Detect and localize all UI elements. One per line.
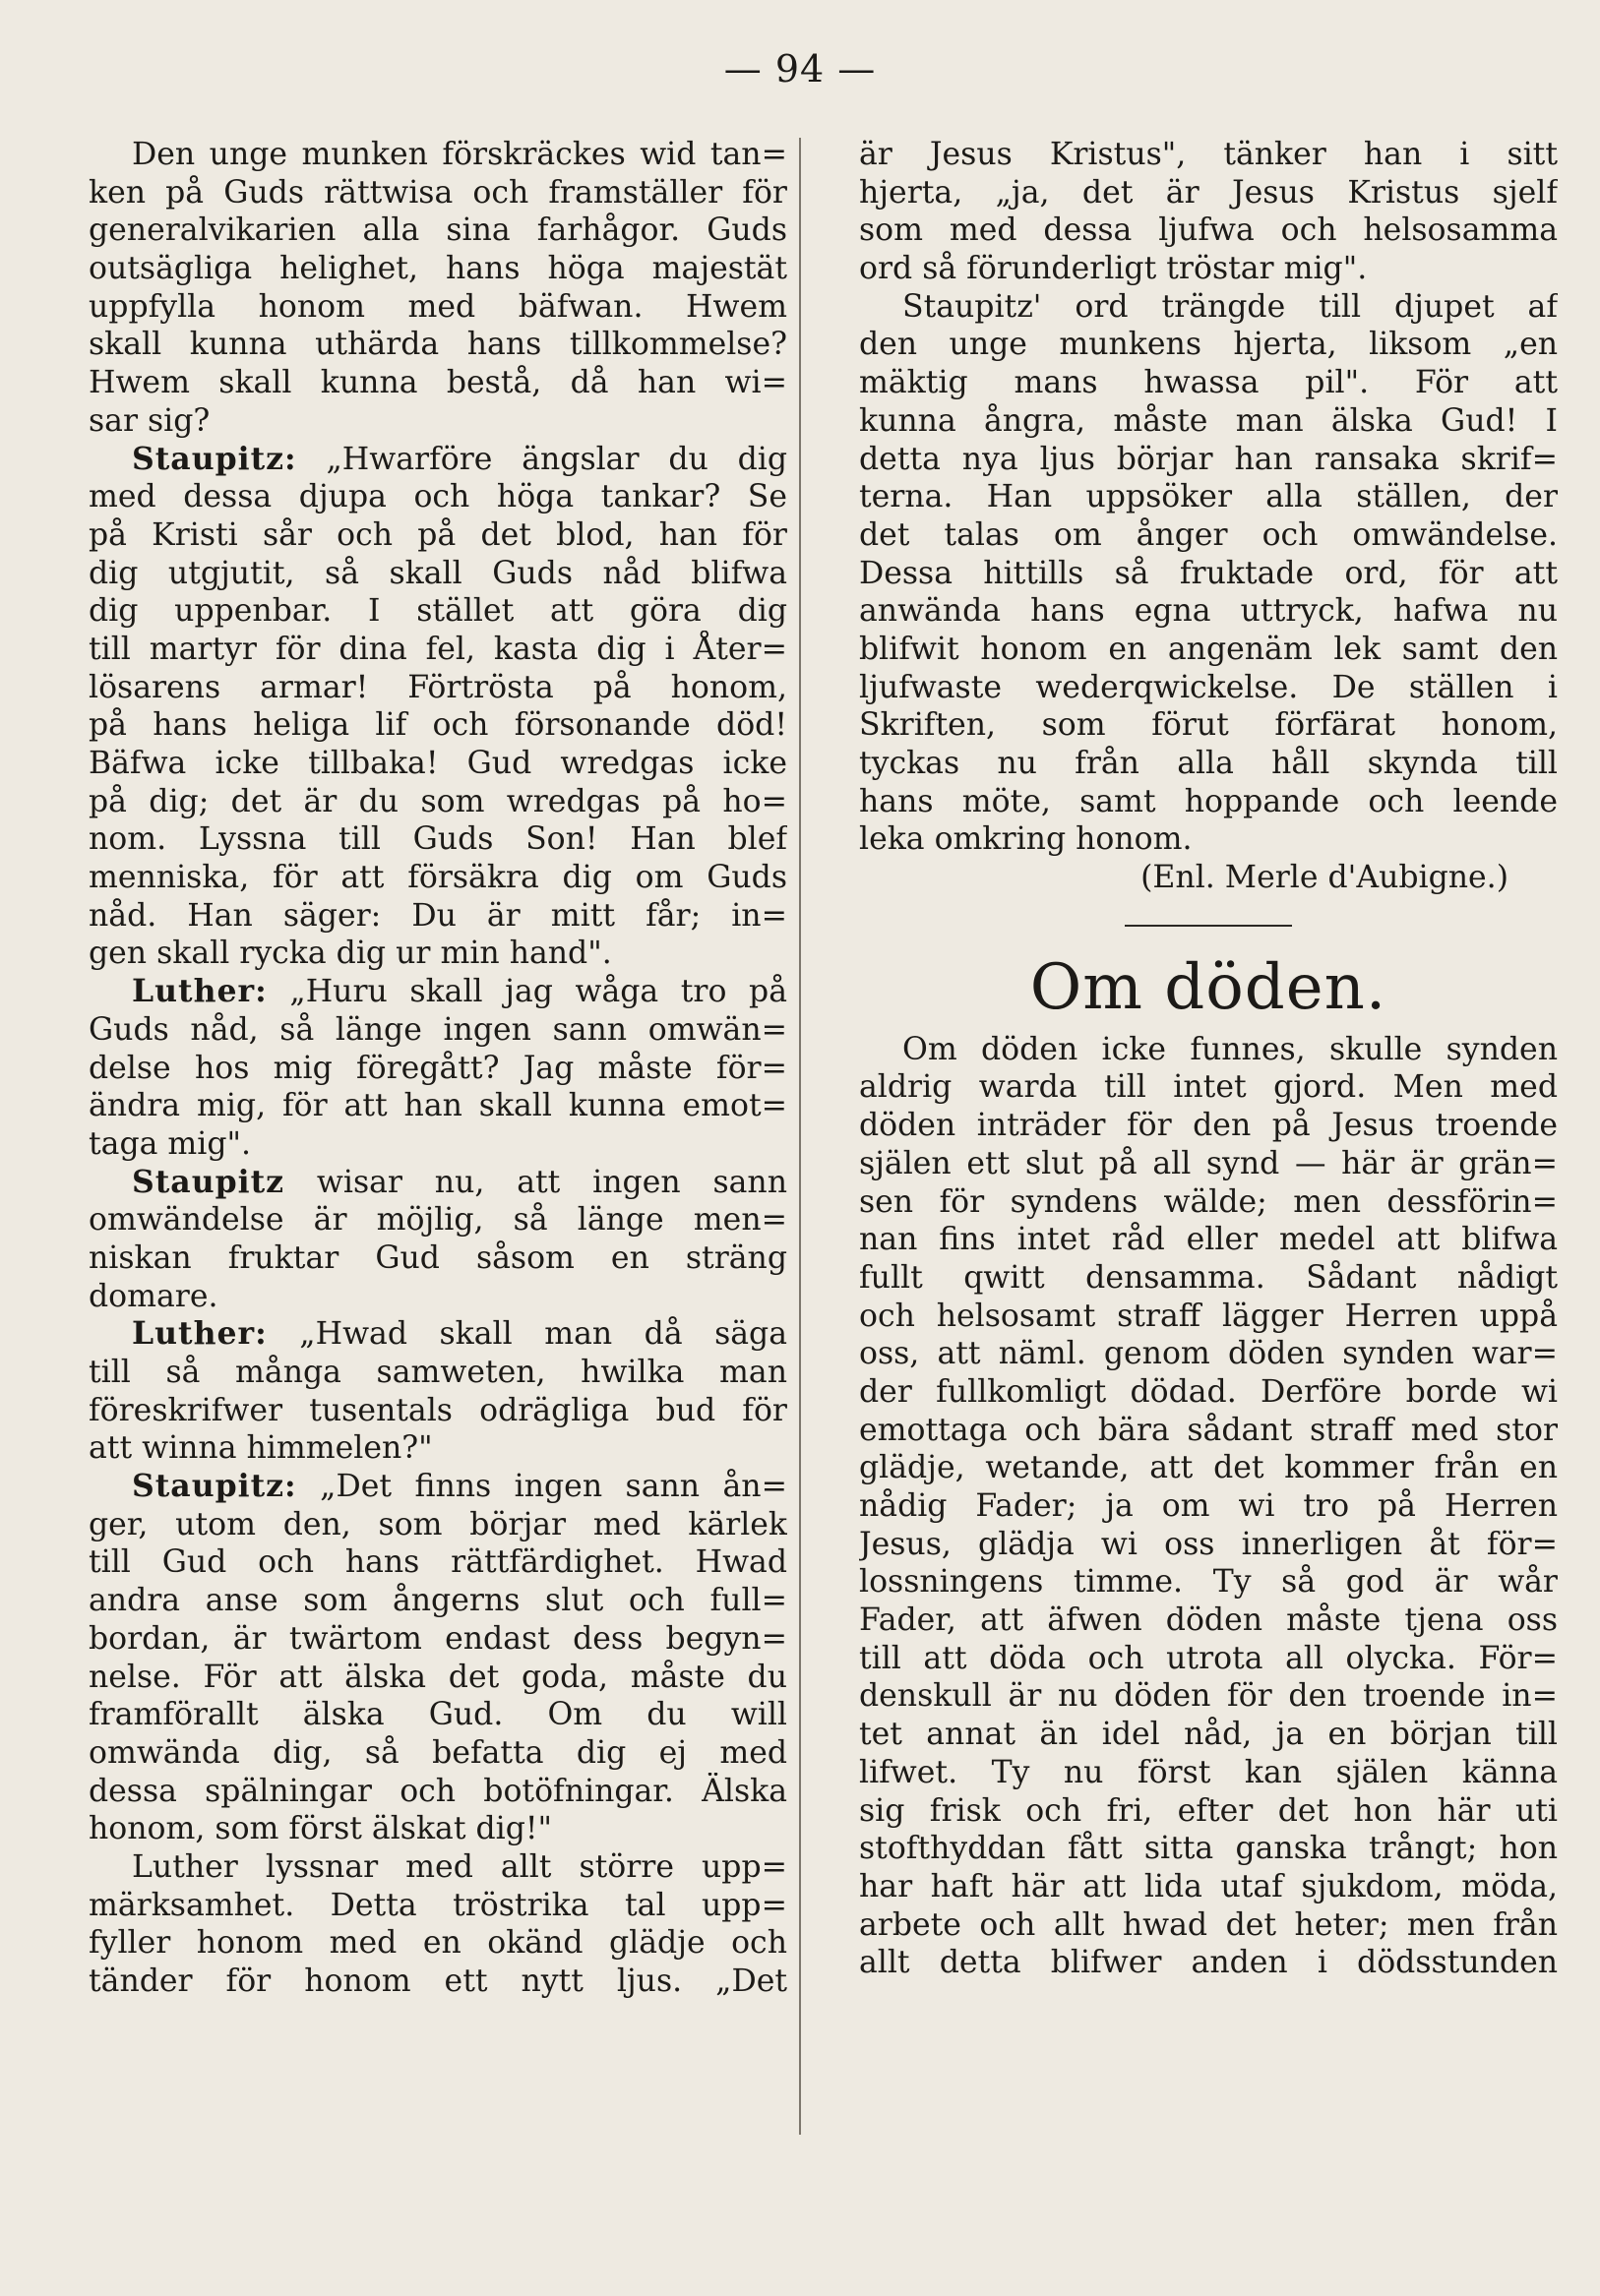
line-text: Dessa hittills så fruktade ord, för att — [859, 555, 1558, 591]
right-column-bottom-text — [859, 1031, 1558, 1982]
text-line — [859, 820, 1558, 859]
line-text: dessa spälningar och botöfningar. Älska — [89, 1773, 787, 1809]
line-text: Jesus, glädja wi oss innerligen åt för= — [859, 1526, 1558, 1562]
text-line — [859, 706, 1558, 745]
line-text: lösarens armar! Förtrösta på honom, — [89, 669, 787, 705]
line-text: med dessa djupa och höga tankar? Se — [89, 479, 787, 515]
text-line — [89, 897, 787, 936]
line-text: till så många samweten, hwilka man — [89, 1355, 787, 1390]
text-line — [859, 1677, 1558, 1716]
line-text: aldrig warda till intet gjord. Men med — [859, 1069, 1558, 1106]
line-text: niskan fruktar Gud såsom en sträng — [89, 1239, 787, 1276]
text-line — [859, 441, 1558, 479]
text-line — [859, 1868, 1558, 1906]
text-line — [89, 516, 787, 555]
line-text: andra anse som ångerns slut och full= — [89, 1583, 787, 1619]
line-text: generalvikarien alla sina farhågor. Guds — [89, 212, 787, 249]
line-text: Guds nåd, så länge ingen sann omwän= — [89, 1011, 787, 1048]
line-text: detta nya ljus börjar han ransaka skrif= — [859, 441, 1558, 477]
text-line — [859, 1563, 1558, 1601]
text-line — [89, 288, 787, 327]
line-text: nan fins intet råd eller medel att blifwa — [859, 1222, 1558, 1258]
text-line — [859, 555, 1558, 593]
text-line — [89, 211, 787, 250]
text-line — [89, 820, 787, 859]
line-text: det talas om ånger och omwändelse. — [859, 516, 1558, 553]
text-line — [859, 136, 1558, 174]
line-text: fyller honom med en okänd glädje och — [89, 1925, 787, 1962]
line-text: till Gud och hans rättfärdighet. Hwad — [89, 1544, 787, 1581]
line-text: tyckas nu från alla håll skynda till — [859, 746, 1558, 781]
text-line — [859, 402, 1558, 441]
line-text: bordan, är twärtom endast dess begyn= — [89, 1620, 787, 1657]
line-text: ken på Guds rättwisa och framställer för — [89, 174, 787, 211]
line-text: att winna himmelen?" — [89, 1430, 433, 1467]
line-text: Den unge munken förskräckes wid tan= — [132, 137, 787, 172]
line-text: delse hos mig föregått? Jag måste för= — [89, 1050, 787, 1086]
text-line — [89, 1506, 787, 1544]
text-line — [859, 1031, 1558, 1069]
line-text: nådig Fader; ja om wi tro på Herren — [859, 1488, 1558, 1524]
text-line — [859, 1221, 1558, 1259]
line-text: Hwem skall kunna bestå, då han wi= — [89, 365, 787, 401]
line-text: döden inträder för den på Jesus troende — [859, 1108, 1558, 1144]
text-line — [859, 326, 1558, 364]
text-line — [89, 973, 787, 1011]
line-text: hans möte, samt hoppande och leende — [859, 783, 1558, 819]
text-line — [859, 174, 1558, 212]
text-line — [89, 1659, 787, 1697]
line-text: och helsosamt straff lägger Herren uppå — [859, 1298, 1558, 1334]
line-text: lossningens timme. Ty så god är wår — [859, 1564, 1558, 1601]
attribution: (Enl. Merle d'Aubigne.) — [1140, 860, 1508, 896]
line-text: omwända dig, så befatta dig ej med — [89, 1734, 787, 1771]
text-line — [859, 1145, 1558, 1183]
line-text: på dig; det är du som wredgas på ho= — [89, 783, 787, 819]
text-line — [859, 1601, 1558, 1640]
line-text: Skriften, som förut förfärat honom, — [859, 707, 1558, 744]
text-line — [859, 592, 1558, 631]
line-text: ord så förunderligt tröstar mig". — [859, 251, 1368, 287]
text-line — [859, 478, 1558, 516]
text-line — [89, 706, 787, 745]
line-text: Luther lyssnar med allt större upp= — [132, 1848, 787, 1885]
line-text: taga mig". — [89, 1125, 252, 1162]
line-text: emottaga och bära sådant straff med stor — [859, 1412, 1558, 1448]
text-line — [859, 1716, 1558, 1754]
line-text: själen ett slut på all synd — här är grän= — [859, 1145, 1558, 1181]
column-divider — [799, 138, 801, 2135]
text-line — [89, 1125, 787, 1164]
text-line — [89, 1429, 787, 1468]
text-line — [859, 783, 1558, 821]
text-line — [89, 1164, 787, 1202]
text-line — [89, 1050, 787, 1088]
text-line — [859, 1373, 1558, 1412]
text-line — [89, 859, 787, 897]
line-text: är Jesus Kristus", tänker han i sitt — [859, 137, 1558, 172]
text-line — [89, 326, 787, 364]
line-text: dig uppenbar. I stället att göra dig — [89, 593, 787, 630]
text-line — [89, 1011, 787, 1050]
line-text: nåd. Han säger: Du är mitt får; in= — [89, 897, 787, 934]
text-line — [89, 1963, 787, 2001]
line-text: blifwit honom en angenäm lek samt den — [859, 631, 1558, 667]
speaker-name: Luther: — [132, 973, 268, 1010]
text-line — [89, 783, 787, 821]
line-text: anwända hans egna uttryck, hafwa nu — [859, 593, 1558, 630]
line-text: Staupitz' ord trängde till djupet af — [902, 288, 1558, 325]
line-text: Om döden icke funnes, skulle synden — [902, 1031, 1558, 1067]
text-line — [89, 1773, 787, 1811]
text-line — [859, 211, 1558, 250]
line-text: nom. Lyssna till Guds Son! Han blef — [89, 821, 787, 858]
line-text: mäktig mans hwassa pil". För att — [859, 365, 1558, 401]
text-line — [89, 1468, 787, 1506]
text-line — [859, 1259, 1558, 1298]
text-line — [89, 555, 787, 593]
text-line — [89, 1087, 787, 1125]
text-line — [859, 631, 1558, 669]
right-column-top-text — [859, 136, 1558, 859]
line-text: nelse. För att älska det goda, måste du — [89, 1659, 787, 1695]
line-text: som med dessa ljufwa och helsosamma — [859, 212, 1558, 249]
text-line — [859, 1906, 1558, 1945]
text-line — [859, 288, 1558, 327]
line-text: honom, som först älskat dig!" — [89, 1811, 553, 1847]
line-text: „Huru skall jag wåga tro på — [289, 974, 787, 1010]
line-text: har haft här att lida utaf sjukdom, möda, — [859, 1868, 1558, 1904]
line-text: märksamhet. Detta tröstrika tal upp= — [89, 1887, 787, 1923]
line-text: framförallt älska Gud. Om du will — [89, 1697, 787, 1733]
text-line — [859, 1412, 1558, 1450]
line-text: „Det finns ingen sann ån= — [320, 1469, 787, 1505]
text-line — [859, 1792, 1558, 1831]
text-line — [859, 516, 1558, 555]
text-line — [859, 1107, 1558, 1145]
section-divider-rule — [1125, 925, 1292, 927]
text-line — [89, 1239, 787, 1278]
line-text: sig frisk och fri, efter det hon här uti — [859, 1792, 1558, 1829]
text-line — [859, 1830, 1558, 1868]
text-line — [859, 1183, 1558, 1222]
line-text: omwändelse är möjlig, så länge men= — [89, 1202, 787, 1239]
line-text: till martyr för dina fel, kasta dig i Åter= — [89, 631, 787, 667]
line-text: domare. — [89, 1278, 218, 1314]
line-text: wisar nu, att ingen sann — [316, 1164, 787, 1200]
line-text: der fullkomligt dödad. Derföre borde wi — [859, 1373, 1558, 1410]
line-text: skall kunna uthärda hans tillkommelse? — [89, 327, 787, 363]
text-line — [859, 1298, 1558, 1336]
line-text: outsägliga helighet, hans höga majestät — [89, 251, 787, 287]
speaker-name: Staupitz: — [132, 1468, 297, 1505]
speaker-name: Luther: — [132, 1315, 268, 1353]
page-number: — 94 — — [723, 47, 877, 91]
line-text: på Kristi sår och på det blod, han för — [89, 516, 787, 553]
text-line — [89, 1582, 787, 1620]
line-text: Fader, att äfwen döden måste tjena oss — [859, 1602, 1558, 1639]
text-line — [859, 1487, 1558, 1526]
text-line — [89, 1278, 787, 1316]
line-text: ändra mig, för att han skall kunna emot= — [89, 1088, 787, 1124]
text-line — [89, 1810, 787, 1848]
text-line — [89, 1392, 787, 1430]
text-line — [89, 1201, 787, 1239]
text-line — [89, 1848, 787, 1887]
text-line — [89, 402, 787, 441]
line-text: oss, att näml. genom döden synden war= — [859, 1336, 1558, 1372]
text-line — [89, 745, 787, 783]
left-column — [89, 136, 787, 2001]
text-line — [89, 478, 787, 516]
right-column — [859, 136, 1558, 1982]
line-text: gen skall rycka dig ur min hand". — [89, 936, 612, 972]
text-line — [859, 669, 1558, 707]
text-line — [89, 1887, 787, 1925]
line-text: dig utgjutit, så skall Guds nåd blifwa — [89, 555, 787, 591]
line-text: sar sig? — [89, 402, 211, 439]
text-line — [89, 1354, 787, 1392]
line-text: sen för syndens wälde; men dessförin= — [859, 1183, 1558, 1220]
text-line — [859, 1640, 1558, 1678]
line-text: menniska, för att försäkra dig om Guds — [89, 860, 787, 896]
line-text: till att döda och utrota all olycka. För= — [859, 1640, 1558, 1676]
line-text: Bäfwa icke tillbaka! Gud wredgas icke — [89, 746, 787, 781]
speaker-name: Staupitz: — [132, 440, 297, 477]
text-line — [89, 1620, 787, 1659]
text-line — [89, 1315, 787, 1354]
text-line — [89, 1734, 787, 1773]
text-line — [859, 1526, 1558, 1564]
text-line — [89, 631, 787, 669]
text-line — [89, 364, 787, 402]
line-text: leka omkring honom. — [859, 821, 1193, 858]
line-text: tet annat än idel nåd, ja en början till — [859, 1717, 1558, 1753]
line-text: allt detta blifwer anden i dödsstunden — [859, 1945, 1558, 1981]
line-text: den unge munkens hjerta, liksom „en — [859, 327, 1558, 363]
text-line — [89, 1924, 787, 1963]
text-line — [89, 250, 787, 288]
text-line — [859, 1754, 1558, 1792]
line-text: glädje, wetande, att det kommer från en — [859, 1450, 1558, 1486]
line-text: tänder för honom ett nytt ljus. „Det — [89, 1964, 787, 1999]
line-text: arbete och allt hwad det heter; men från — [859, 1906, 1558, 1943]
section-title: Om döden. — [1029, 950, 1387, 1024]
line-text: terna. Han uppsöker alla ställen, der — [859, 479, 1558, 515]
text-line — [89, 174, 787, 212]
text-line — [859, 1335, 1558, 1373]
text-line — [859, 364, 1558, 402]
text-line — [89, 1543, 787, 1582]
line-text: lifwet. Ty nu först kan själen känna — [859, 1754, 1558, 1790]
text-line — [89, 935, 787, 973]
text-line — [89, 441, 787, 479]
line-text: „Hwarföre ängslar du dig — [326, 441, 787, 477]
text-line — [859, 745, 1558, 783]
line-text: denskull är nu döden för den troende in= — [859, 1678, 1558, 1715]
text-line — [89, 136, 787, 174]
line-text: föreskrifwer tusentals odrägliga bud för — [89, 1392, 787, 1428]
line-text: „Hwad skall man då säga — [299, 1316, 787, 1353]
text-line — [89, 669, 787, 707]
line-text: ljufwaste wederqwickelse. De ställen i — [859, 669, 1558, 705]
text-line — [859, 250, 1558, 288]
text-line — [859, 1449, 1558, 1487]
line-text: fullt qwitt densamma. Sådant nådigt — [859, 1259, 1558, 1296]
line-text: stofthyddan fått sitta ganska trångt; hon — [859, 1831, 1558, 1867]
text-line — [859, 1944, 1558, 1982]
text-line — [89, 1696, 787, 1734]
line-text: ger, utom den, som börjar med kärlek — [89, 1506, 787, 1542]
text-line — [89, 592, 787, 631]
line-text: kunna ångra, måste man älska Gud! I — [859, 402, 1558, 439]
line-text: uppfylla honom med bäfwan. Hwem — [89, 288, 787, 325]
line-text: på hans heliga lif och försonande död! — [89, 707, 787, 744]
line-text: hjerta, „ja, det är Jesus Kristus sjelf — [859, 174, 1558, 211]
text-line — [859, 1068, 1558, 1107]
speaker-name: Staupitz — [132, 1163, 285, 1200]
